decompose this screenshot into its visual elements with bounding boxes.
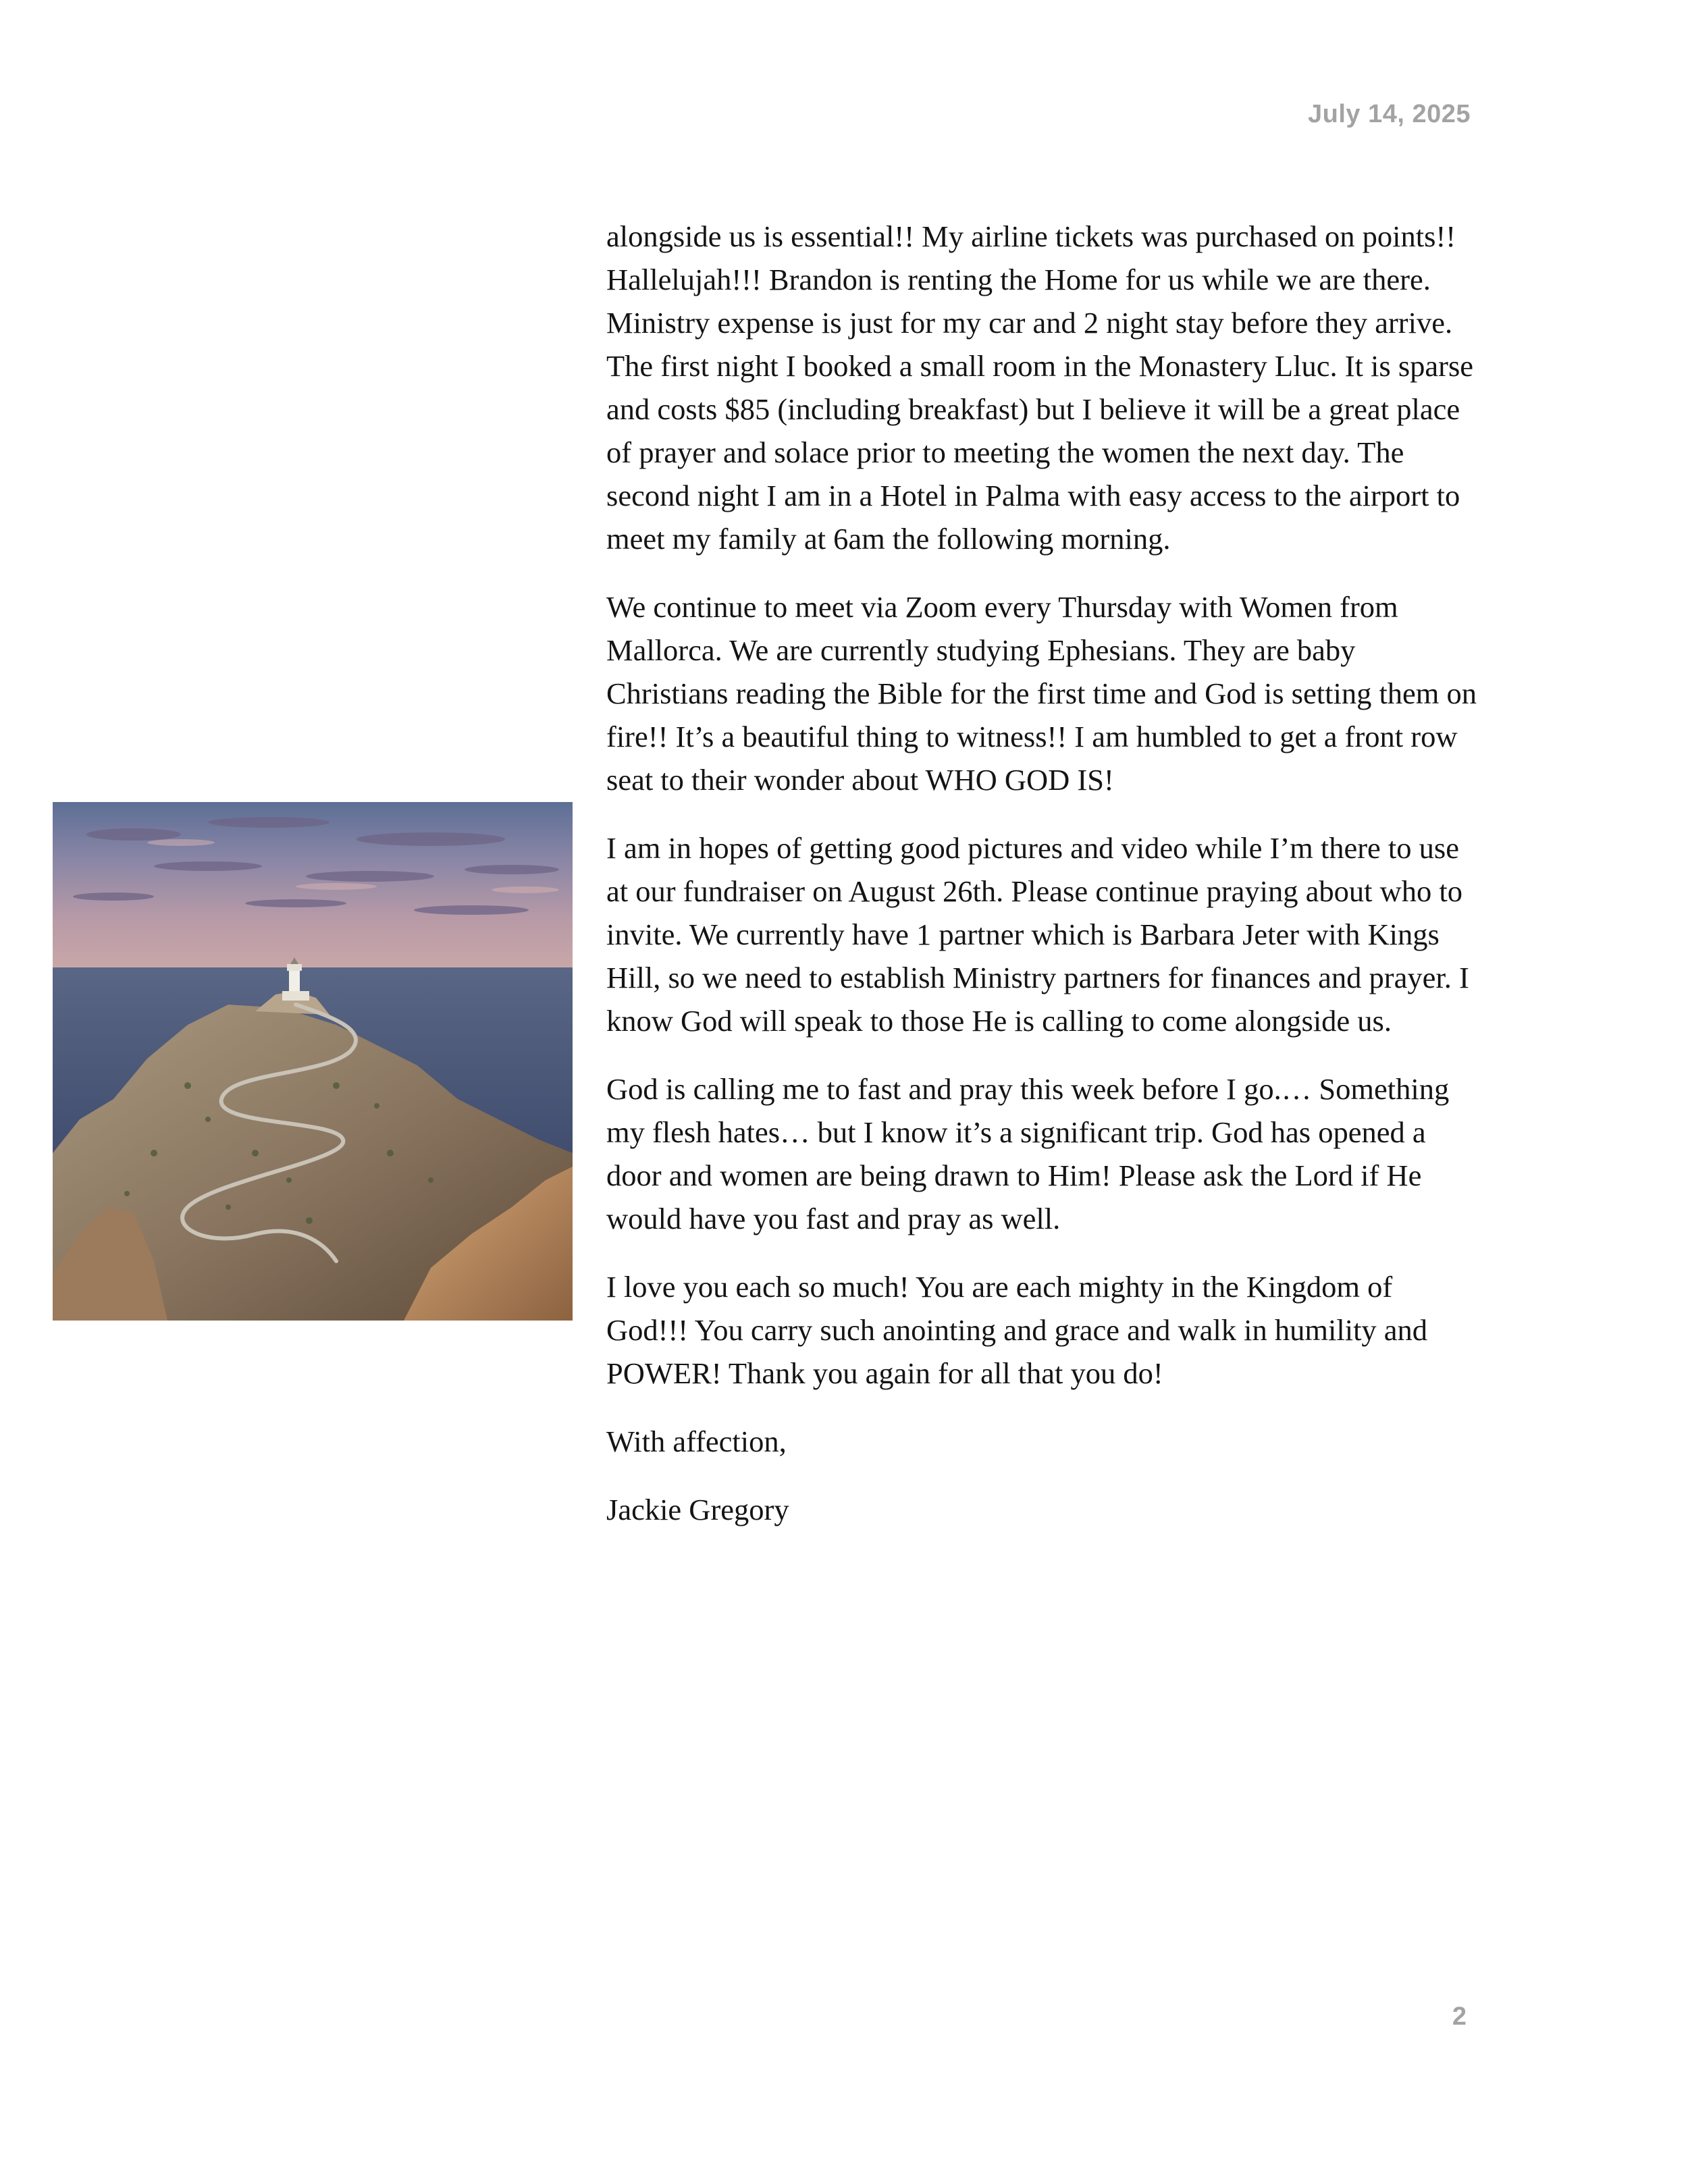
signature: Jackie Gregory: [606, 1493, 789, 1526]
paragraph-zoom-meetings: We continue to meet via Zoom every Thursday with Women from Mallorca. We are currently studying Ephesians. They are baby Christians reading the Bible for the first time and God is setting them on fire!! It’s a beautiful thing to witness!! I am humbled to get a front row seat to their wonder about WHO GOD IS!: [606, 590, 1477, 797]
page-number: 2: [1452, 2002, 1467, 2031]
letter-body: [606, 215, 1477, 1556]
header-date: July 14, 2025: [1307, 100, 1471, 128]
lighthouse-photo: [53, 802, 573, 1321]
paragraph-travel-plans: alongside us is essential!! My airline tickets was purchased on points!! Hallelujah!!! Brandon is renting the Home for us while we are there. Ministry expense is just for my car and 2 night stay before they arrive. The first night I booked a small room in the Monastery Lluc. It is sparse and costs $85 (including breakfast) but I believe it will be a great place of prayer and solace prior to meeting the women the next day. The second night I am in a Hotel in Palma with easy access to the airport to meet my family at 6am the following morning.: [606, 219, 1474, 556]
closing: With affection,: [606, 1424, 787, 1458]
paragraph-gratitude: I love you each so much! You are each mighty in the Kingdom of God!!! You carry such anointing and grace and walk in humility and POWER! Thank you again for all that you do!: [606, 1270, 1428, 1390]
paragraph-fast-and-pray: God is calling me to fast and pray this week before I go.… Something my flesh hates… but I know it’s a significant trip. God has opened a door and women are being drawn to Him! Please ask the Lord if He would have you fast and pray as well.: [606, 1072, 1450, 1235]
paragraph-fundraiser: I am in hopes of getting good pictures and video while I’m there to use at our fundraiser on August 26th. Please continue praying about who to invite. We currently have 1 partner which is Barbara Jeter with Kings Hill, so we need to establish Ministry partners for finances and prayer. I know God will speak to those He is calling to come alongside us.: [606, 831, 1469, 1038]
